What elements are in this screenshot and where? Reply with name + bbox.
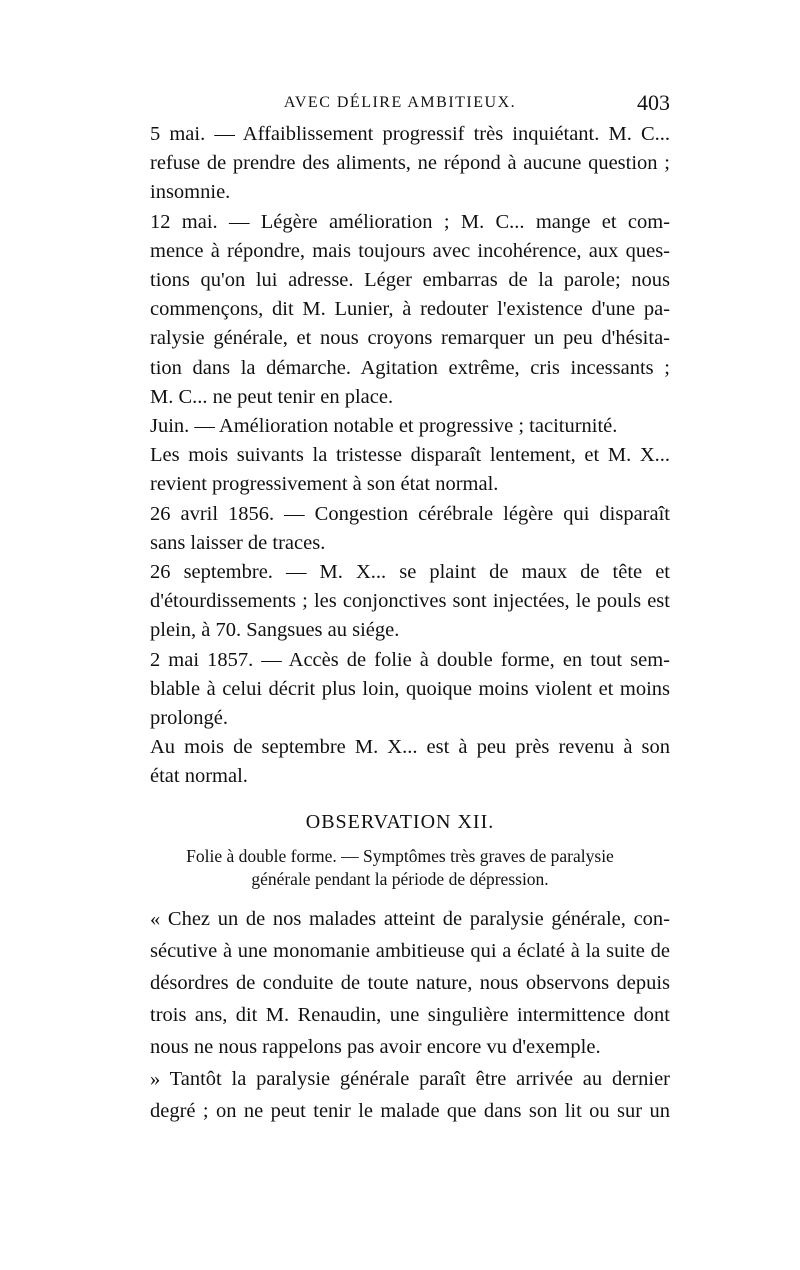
- text-line: tion dans la démarche. Agitation extrême, cris incessants ;: [150, 356, 670, 379]
- text-line: Les mois suivants la tristesse disparaît lentement, et M. X...: [150, 444, 670, 467]
- text-line: « Chez un de nos malades atteint de paralysie générale, con-: [150, 907, 670, 930]
- text-line: sécutive à une monomanie ambitieuse qui a éclaté à la suite de: [150, 939, 670, 962]
- text-line: sans laisser de traces.: [150, 531, 326, 554]
- paragraph-september: [130, 558, 670, 646]
- subtitle-line: générale pendant la période de dépression.: [251, 868, 549, 889]
- paragraph-september-return: [130, 733, 670, 791]
- subtitle-line: Folie à double forme. — Symptômes très graves de paralysie: [186, 845, 614, 866]
- text-line: commençons, dit M. Lunier, à redouter l'existence d'une pa-: [150, 298, 670, 321]
- paragraph-may-5: [130, 120, 670, 208]
- text-line: degré ; on ne peut tenir le malade que dans son lit ou sur un: [150, 1099, 670, 1122]
- text-line: Juin. — Amélioration notable et progressive ; taciturnité.: [150, 415, 618, 438]
- quote-paragraph: [130, 1063, 670, 1127]
- paragraph-may-1857: [130, 646, 670, 734]
- text-line: plein, à 70. Sangsues au siége.: [150, 619, 400, 642]
- text-line: ralysie générale, et nous croyons remarquer un peu d'hésita-: [150, 327, 670, 350]
- text-line: nous ne nous rappelons pas avoir encore vu d'exemple.: [150, 1035, 601, 1058]
- text-line: insomnie.: [150, 181, 231, 204]
- running-head: [130, 90, 670, 116]
- text-line: M. C... ne peut tenir en place.: [150, 385, 394, 408]
- page-number: 403: [637, 90, 670, 115]
- text-line: Au mois de septembre M. X... est à peu près revenu à son: [150, 736, 670, 759]
- text-line: état normal.: [150, 765, 248, 788]
- text-line: désordres de conduite de toute nature, nous observons depuis: [150, 971, 670, 994]
- text-line: blable à celui décrit plus loin, quoique moins violent et moins: [150, 677, 670, 700]
- observation-subtitle: [130, 845, 670, 891]
- quote-paragraph: [130, 903, 670, 1063]
- observation-heading: OBSERVATION XII.: [305, 810, 495, 833]
- text-line: 12 mai. — Légère amélioration ; M. C... mange et com-: [150, 210, 670, 233]
- text-line: 2 mai 1857. — Accès de folie à double forme, en tout sem-: [150, 648, 670, 671]
- text-line: 5 mai. — Affaiblissement progressif très inquiétant. M. C...: [150, 123, 670, 145]
- text-line: revient progressivement à son état normal.: [150, 473, 499, 496]
- quoted-passage: [130, 903, 670, 1127]
- paragraph-june: [130, 412, 670, 441]
- body-text: [130, 120, 670, 1127]
- running-title: AVEC DÉLIRE AMBITIEUX.: [283, 94, 517, 111]
- text-line: prolongé.: [150, 707, 228, 730]
- text-line: trois ans, dit M. Renaudin, une singulière intermittence dont: [150, 1003, 670, 1026]
- text-line: mence à répondre, mais toujours avec incohérence, aux ques-: [150, 239, 670, 262]
- text-line: tions qu'on lui adresse. Léger embarras de la parole; nous: [150, 269, 670, 292]
- paragraph-following-months: [130, 441, 670, 499]
- paragraph-may-12: [130, 208, 670, 412]
- text-line: » Tantôt la paralysie générale paraît être arrivée au dernier: [150, 1067, 670, 1090]
- text-line: refuse de prendre des aliments, ne répond à aucune question ;: [150, 152, 670, 175]
- paragraph-april-1856: [130, 500, 670, 558]
- text-line: 26 avril 1856. — Congestion cérébrale légère qui disparaît: [150, 502, 670, 525]
- text-line: d'étourdissements ; les conjonctives sont injectées, le pouls est: [150, 590, 670, 613]
- text-line: 26 septembre. — M. X... se plaint de maux de tête et: [150, 561, 670, 584]
